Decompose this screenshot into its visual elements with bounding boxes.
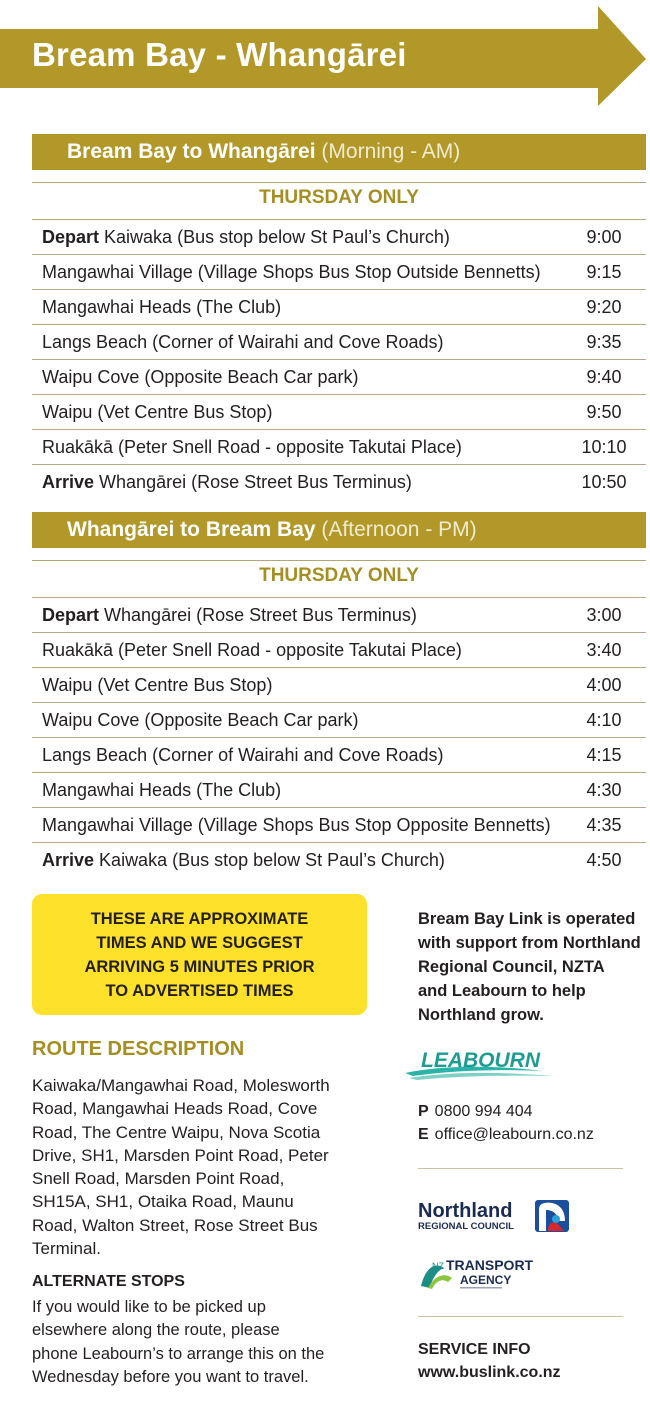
stop-name: Langs Beach (Corner of Wairahi and Cove Roads) [42, 331, 444, 352]
stop-name: Mangawhai Heads (The Club) [42, 779, 282, 800]
pm-direction-title: Whangārei to Bream Bay [67, 518, 316, 541]
stop-time: 3:40 [586, 639, 622, 660]
stop-time: 4:10 [586, 709, 622, 730]
stop-time: 4:35 [586, 814, 622, 835]
email-label: E [418, 1126, 429, 1143]
schedule-row [32, 667, 646, 702]
notice-line: TO ADVERTISED TIMES [105, 981, 294, 1000]
stop-time: 4:00 [586, 674, 622, 695]
northland-wordmark: Northland [418, 1200, 513, 1222]
nzta-nz-mark: NZ [432, 1261, 444, 1271]
stop-name: Ruakākā (Peter Snell Road - opposite Takutai Place) [42, 639, 462, 660]
schedule-row [32, 632, 646, 667]
stop-name: Kaiwaka (Bus stop below St Paul’s Church) [104, 226, 450, 247]
pm-period-label: (Afternoon - PM) [321, 518, 477, 541]
operator-statement [418, 907, 648, 1027]
stop-name: Ruakākā (Peter Snell Road - opposite Takutai Place) [42, 436, 462, 457]
stop-name: Langs Beach (Corner of Wairahi and Cove Roads) [42, 744, 444, 765]
operator-line: Northland grow. [418, 1006, 544, 1024]
divider [418, 1316, 623, 1317]
stop-time: 10:10 [581, 436, 627, 457]
operator-line: with support from Northland [418, 934, 641, 952]
stop-prefix: Depart [42, 226, 100, 247]
stop-prefix: Arrive [42, 849, 95, 870]
pm-schedule-table [32, 597, 646, 877]
stop-time: 9:50 [586, 401, 622, 422]
stop-time: 9:20 [586, 296, 622, 317]
stop-time: 4:50 [586, 849, 622, 870]
am-section-bar [32, 134, 646, 170]
alternate-line: Wednesday before you want to travel. [32, 1367, 309, 1386]
schedule-row [32, 597, 646, 632]
operator-line: and Leabourn to help [418, 982, 586, 1000]
schedule-row [32, 324, 646, 359]
stop-time: 4:30 [586, 779, 622, 800]
contact-details [418, 1100, 594, 1146]
leabourn-wordmark: LEABOURN [421, 1049, 540, 1072]
stop-prefix: Depart [42, 604, 100, 625]
stop-name: Waipu (Vet Centre Bus Stop) [42, 674, 273, 695]
page-title: Bream Bay - Whangārei [32, 36, 407, 73]
stop-time: 3:00 [586, 604, 622, 625]
pm-day-heading: THURSDAY ONLY [32, 560, 646, 587]
stop-name: Waipu Cove (Opposite Beach Car park) [42, 366, 359, 387]
route-line: Snell Road, Marsden Point Road, [32, 1169, 285, 1189]
schedule-row [32, 737, 646, 772]
route-description-text [32, 1074, 362, 1260]
nzta-wordmark-transport: TRANSPORT [446, 1257, 534, 1273]
schedule-row [32, 219, 646, 254]
stop-name: Waipu (Vet Centre Bus Stop) [42, 401, 273, 422]
nzta-wordmark-agency: AGENCY [460, 1273, 512, 1287]
stop-time: 9:15 [586, 261, 622, 282]
alternate-line: phone Leabourn’s to arrange this on the [32, 1344, 325, 1363]
email-address[interactable]: office@leabourn.co.nz [434, 1126, 594, 1143]
stop-time: 10:50 [581, 471, 627, 492]
route-line: Kaiwaka/Mangawhai Road, Molesworth [32, 1076, 330, 1095]
stop-name: Waipu Cove (Opposite Beach Car park) [42, 709, 359, 730]
schedule-row [32, 464, 646, 499]
stop-name: Mangawhai Village (Village Shops Bus Stop Outside Bennetts) [42, 261, 541, 282]
am-day-heading: THURSDAY ONLY [32, 182, 646, 209]
approximate-times-notice [32, 894, 367, 1015]
phone-number[interactable]: 0800 994 404 [434, 1103, 533, 1120]
schedule-row [32, 394, 646, 429]
route-line: Drive, SH1, Marsden Point Road, Peter [32, 1145, 329, 1165]
stop-prefix: Arrive [42, 471, 95, 492]
schedule-row [32, 429, 646, 464]
schedule-row [32, 289, 646, 324]
phone-label: P [418, 1103, 429, 1120]
stop-name: Mangawhai Heads (The Club) [42, 296, 282, 317]
route-description-heading: ROUTE DESCRIPTION [32, 1038, 245, 1060]
alternate-line: If you would like to be picked up [32, 1298, 266, 1316]
schedule-row [32, 702, 646, 737]
operator-line: Regional Council, NZTA [418, 958, 605, 976]
am-period-label: (Morning - AM) [321, 140, 461, 163]
schedule-row [32, 254, 646, 289]
stop-time: 9:35 [586, 331, 622, 352]
service-info-heading: SERVICE INFO [418, 1341, 531, 1358]
email-row [418, 1123, 594, 1146]
route-line: SH15A, SH1, Otaika Road, Maunu [32, 1192, 294, 1212]
route-line: Road, Walton Street, Rose Street Bus [32, 1215, 318, 1235]
leabourn-logo [403, 1043, 578, 1083]
notice-line: TIMES AND WE SUGGEST [96, 933, 303, 952]
am-schedule-table [32, 219, 646, 499]
northland-regional-council-logo [418, 1197, 578, 1235]
divider [418, 1168, 623, 1169]
route-line: Terminal. [32, 1239, 101, 1259]
stop-time: 9:00 [586, 226, 622, 247]
notice-line: ARRIVING 5 MINUTES PRIOR [84, 957, 315, 976]
alternate-stops-heading: ALTERNATE STOPS [32, 1273, 185, 1290]
nz-transport-agency-logo [418, 1256, 563, 1294]
stop-time: 4:15 [586, 744, 622, 765]
stop-name: Whangārei (Rose Street Bus Terminus) [99, 471, 412, 492]
route-line: Road, Mangawhai Heads Road, Cove [32, 1099, 318, 1119]
schedule-row [32, 359, 646, 394]
regional-council-wordmark: REGIONAL COUNCIL [418, 1221, 514, 1232]
stop-name: Whangārei (Rose Street Bus Terminus) [104, 604, 417, 625]
alternate-stops-text [32, 1296, 362, 1389]
alternate-line: elsewhere along the route, please [32, 1321, 280, 1340]
stop-name: Kaiwaka (Bus stop below St Paul’s Church) [99, 849, 445, 870]
stop-time: 9:40 [586, 366, 622, 387]
stop-name: Mangawhai Village (Village Shops Bus Stop Opposite Bennetts) [42, 814, 551, 835]
schedule-row [32, 807, 646, 842]
operator-line: Bream Bay Link is operated [418, 910, 636, 928]
route-line: Road, The Centre Waipu, Nova Scotia [32, 1122, 321, 1142]
am-direction-title: Bream Bay to Whangārei [67, 140, 316, 163]
notice-line: THESE ARE APPROXIMATE [90, 909, 309, 928]
service-info-link[interactable]: www.buslink.co.nz [418, 1364, 561, 1381]
schedule-row [32, 842, 646, 877]
phone-row [418, 1100, 594, 1123]
pm-section-bar [32, 512, 646, 548]
schedule-row [32, 772, 646, 807]
